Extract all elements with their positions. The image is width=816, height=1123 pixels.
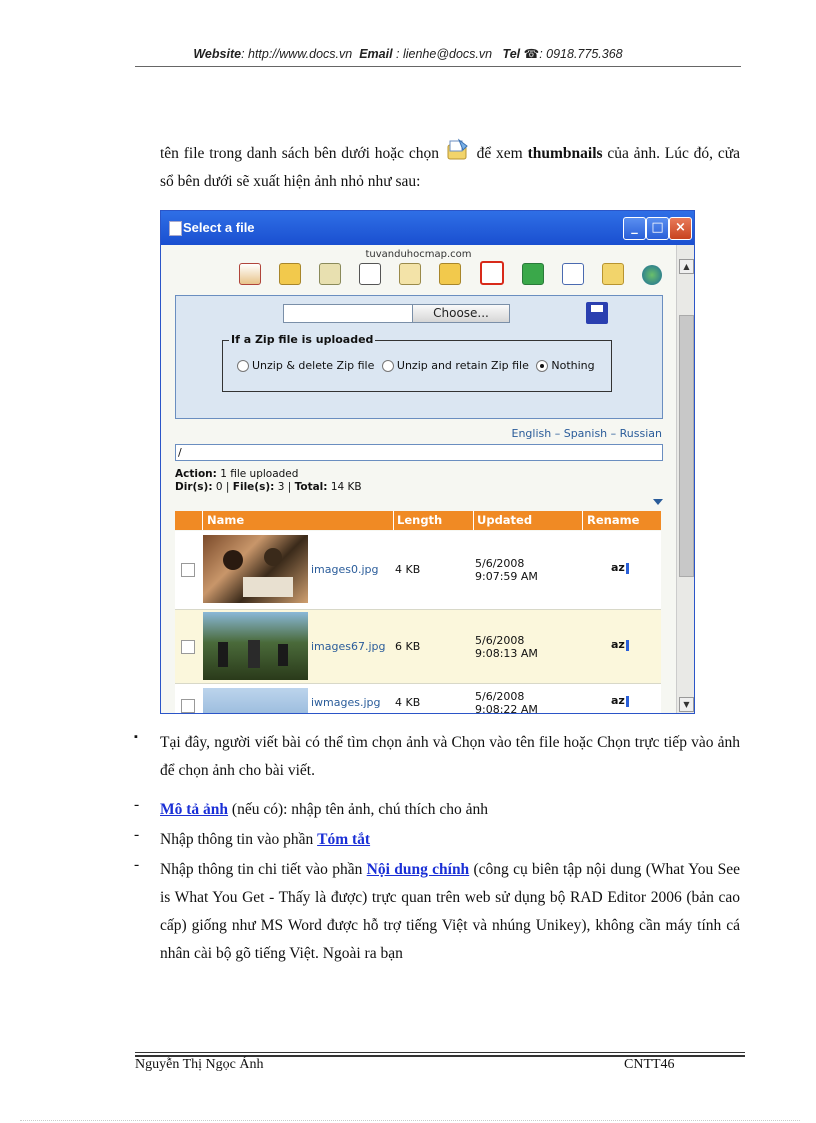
row-checkbox[interactable] [181,563,195,577]
total-value: 14 KB [330,481,362,493]
intro-text-end: của ảnh. Lúc đó, cửa sổ bên dưới sẽ xuất hiện ảnh nhỏ như sau: [160,145,741,190]
toolbar [239,261,675,287]
home-icon[interactable] [239,263,261,285]
file-date: 5/6/2008 [475,690,525,703]
file-updated [475,634,538,660]
list-item-tom-tat [160,826,740,854]
radio-unzip-retain[interactable] [382,360,394,372]
folder-up-icon[interactable] [279,263,301,285]
website-label: Website [193,47,242,61]
bullet-paragraph: Tại đây, người viết bài có thể tìm chọn ảnh và Chọn vào tên file hoặc Chọn trực tiếp vào ảnh để chọn ảnh cho bài viết. [160,734,740,779]
header-divider [135,66,741,67]
scroll-thumb[interactable] [679,315,694,577]
email-label: Email [359,47,393,61]
email-value: : lienhe@docs.vn [396,47,493,61]
file-length: 4 KB [395,563,421,576]
intro-bold-word: thumbnails [527,145,603,162]
radio-unzip-delete[interactable] [237,360,249,372]
file-length: 6 KB [395,640,421,653]
intro-text-after: để xem [476,145,523,162]
dash-marker: - [134,856,140,873]
table-row[interactable] [175,684,661,713]
item3-rest: (công cụ biên tập nội dung (What You See is What You Get - Thấy là được) trực quan trên web sử dụng bộ RAD Editor 2006 (bản cao cấp) giống như MS Word được hỗ trợ tiếng Việt và nhúng Unikey), không cần máy tính cá nhân cài bộ gõ tiếng Việt. Ngoài ra bạn [160,861,740,962]
file-date: 5/6/2008 [475,557,525,570]
save-icon[interactable] [586,302,608,324]
file-date: 5/6/2008 [475,634,525,647]
column-header-name[interactable]: Name [207,513,245,527]
maximize-button[interactable]: □ [646,217,669,240]
thumbnail-image[interactable] [203,612,308,680]
new-folder-icon[interactable] [439,263,461,285]
window-title: Select a file [183,220,255,235]
item1-text: (nếu có): nhập tên ảnh, chú thích cho ảnh [228,801,489,818]
radio-nothing[interactable] [536,360,548,372]
thumbnail-image[interactable] [203,688,308,713]
column-header-rename[interactable]: Rename [587,513,640,527]
dash-marker: - [134,796,140,813]
rename-icon[interactable] [611,694,629,707]
window-file-icon [169,221,182,236]
list-item-mo-ta-anh [160,796,740,824]
file-time: 9:07:59 AM [475,570,538,583]
vertical-scrollbar[interactable] [676,245,694,713]
zip-option-label: Unzip & delete Zip file [252,359,375,372]
upload-file-input[interactable] [283,304,413,323]
thumbnail-folder-icon [446,138,470,162]
choose-button[interactable]: Choose... [412,304,510,323]
dirs-label: Dir(s): [175,481,213,493]
zip-option-label: Unzip and retain Zip file [396,359,529,372]
rename-text: az [611,638,625,651]
thumbnail-image[interactable] [203,535,308,603]
page-bottom-border [20,1120,800,1121]
site-name: tuvanduhocmap.com [365,249,472,260]
files-label: File(s): [232,481,275,493]
close-button[interactable]: × [669,217,692,240]
rename-text: az [611,694,625,707]
file-table-header [175,511,661,530]
page-header [0,46,816,61]
footer-divider [135,1052,745,1053]
bullet-marker: ▪ [134,731,138,743]
file-length: 4 KB [395,696,421,709]
zip-legend: If a Zip file is uploaded [231,333,374,346]
move-icon[interactable] [319,263,341,285]
file-name-link[interactable]: iwmages.jpg [311,696,381,709]
file-time: 9:08:22 AM [475,703,538,713]
action-value: 1 file uploaded [220,468,299,480]
paste-icon[interactable] [399,263,421,285]
files-value: 3 | [277,481,292,493]
window-titlebar [161,211,694,245]
upload-box [175,295,663,419]
scroll-down-icon[interactable]: ▼ [679,697,694,712]
status-info [175,468,362,494]
tel-label: Tel [502,47,521,61]
thumbnails-icon[interactable] [602,263,624,285]
noi-dung-chinh-link[interactable]: Nội dung chính [366,861,470,878]
intro-text-before: tên file trong danh sách bên dưới hoặc chọn [160,145,439,162]
footer-class: CNTT46 [624,1057,675,1072]
refresh-icon[interactable] [522,263,544,285]
row-checkbox[interactable] [181,640,195,654]
delete-icon[interactable] [480,261,504,285]
file-updated [475,557,538,583]
select-file-window [160,210,695,714]
list-item-noi-dung [160,856,740,968]
path-input[interactable]: / [175,444,663,461]
file-manager-panel [161,245,676,713]
rename-icon[interactable] [611,638,629,651]
file-name-link[interactable]: images67.jpg [311,640,386,653]
item3-text: Nhập thông tin chi tiết vào phần [160,861,367,878]
row-checkbox[interactable] [181,699,195,713]
globe-icon[interactable] [642,265,662,285]
intro-paragraph [160,140,740,196]
table-row[interactable] [175,531,661,610]
file-time: 9:08:13 AM [475,647,538,660]
select-icon[interactable] [562,263,584,285]
rename-icon[interactable] [611,561,629,574]
column-header-updated[interactable]: Updated [477,513,533,527]
zip-option-label: Nothing [551,359,595,372]
tel-value: : 0918.775.368 [539,47,623,61]
dash-marker: - [134,826,140,843]
phone-icon: ☎ [523,47,540,61]
minimize-button[interactable]: _ [623,217,646,240]
item2-text: Nhập thông tin vào phần [160,831,318,848]
file-name-link[interactable]: images0.jpg [311,563,379,576]
dirs-value: 0 | [215,481,230,493]
rename-text: az [611,561,625,574]
column-header-length[interactable]: Length [397,513,443,527]
action-label: Action: [175,468,217,480]
website-value: : http://www.docs.vn [241,47,353,61]
footer-author: Nguyễn Thị Ngọc Ánh [135,1057,264,1072]
total-label: Total: [294,481,328,493]
cut-icon[interactable] [359,263,381,285]
file-updated [475,690,538,713]
table-row[interactable] [175,610,661,684]
sort-arrow-icon[interactable] [653,499,663,505]
zip-options-group [222,333,612,392]
scroll-up-icon[interactable]: ▲ [679,259,694,274]
mo-ta-anh-link[interactable]: Mô tả ảnh [160,801,229,818]
language-links[interactable]: English – Spanish – Russian [511,427,662,440]
tom-tat-link[interactable]: Tóm tắt [317,831,371,848]
